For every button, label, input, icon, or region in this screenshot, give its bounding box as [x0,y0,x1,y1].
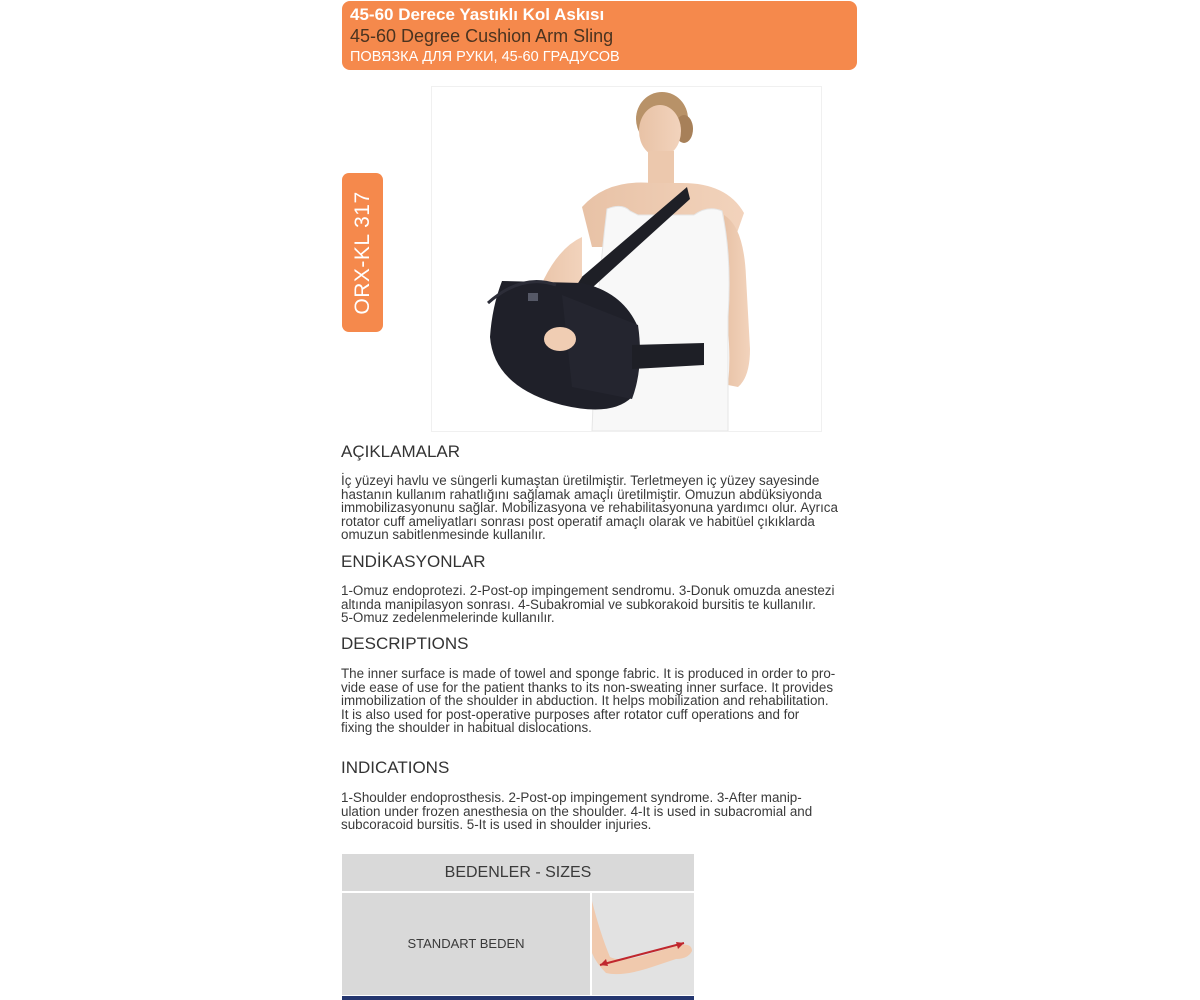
product-code: ORX-KL 317 [350,190,374,315]
section-text-endikasyonlar: 1-Omuz endoprotezi. 2-Post-op impingement sendromu. 3-Donuk omuzda anestezi altında manipilasyon sonrası. 4-Subakromial ve subkorakoid bursitis te kullanılır. 5-Omuz zedelenmelerinde kullanılır. [341,583,835,626]
arm-sling-illustration [432,87,821,431]
title-english: 45-60 Degree Cushion Arm Sling [350,26,614,46]
forearm-measure-icon [592,893,694,995]
forearm-measurement-image [592,893,694,995]
sizes-table [342,854,694,1000]
sizes-header: BEDENLER - SIZES [342,854,694,891]
size-name-cell: STANDART BEDEN [342,893,590,995]
product-image [431,86,822,432]
title-turkish: 45-60 Derece Yastıklı Kol Askısı [350,5,605,24]
product-code-tab [342,173,383,332]
section-text-descriptions: The inner surface is made of towel and sponge fabric. It is produced in order to pro- vide ease of use for the patient thanks to its non-sweating inner surface. It provides immobilization of the shoulder in abduction. It helps mobilization and rehabilitation. It is also used for post-operative purposes after rotator cuff operations and for fixing the shoulder in habitual dislocations. [341,666,836,736]
section-title-indications: INDICATIONS [341,758,450,777]
section-text-aciklamalar: İç yüzeyi havlu ve süngerli kumaştan üretilmiştir. Terletmeyen iç yüzey sayesinde hastanın kullanım rahatlığını sağlamak amaçlı üretilmiştir. Omuzun abdüksiyonda immobilizasyonunu sağlar. Mobilizasyona ve rehabilitasyonuna yardımcı olur. Ayrıca rotator cuff ameliyatları sonrası post operatif amaçlı olarak ve habitüel çıkıklarda omuzun sabitlenmesinde kullanılır. [341,473,838,543]
title-banner [342,1,857,70]
section-title-aciklamalar: AÇIKLAMALAR [341,442,461,461]
section-title-endikasyonlar: ENDİKASYONLAR [341,552,486,571]
title-russian: ПОВЯЗКА ДЛЯ РУКИ, 45-60 ГРАДУСОВ [350,49,620,65]
section-title-descriptions: DESCRIPTIONS [341,634,469,653]
sizes-bottom-bar [342,996,694,1000]
section-text-indications: 1-Shoulder endoprosthesis. 2-Post-op impingement syndrome. 3-After manip- ulation under frozen anesthesia on the shoulder. 4-It is used in subacromial and subcoracoid bursitis. 5-It is used in shoulder injuries. [341,790,813,833]
